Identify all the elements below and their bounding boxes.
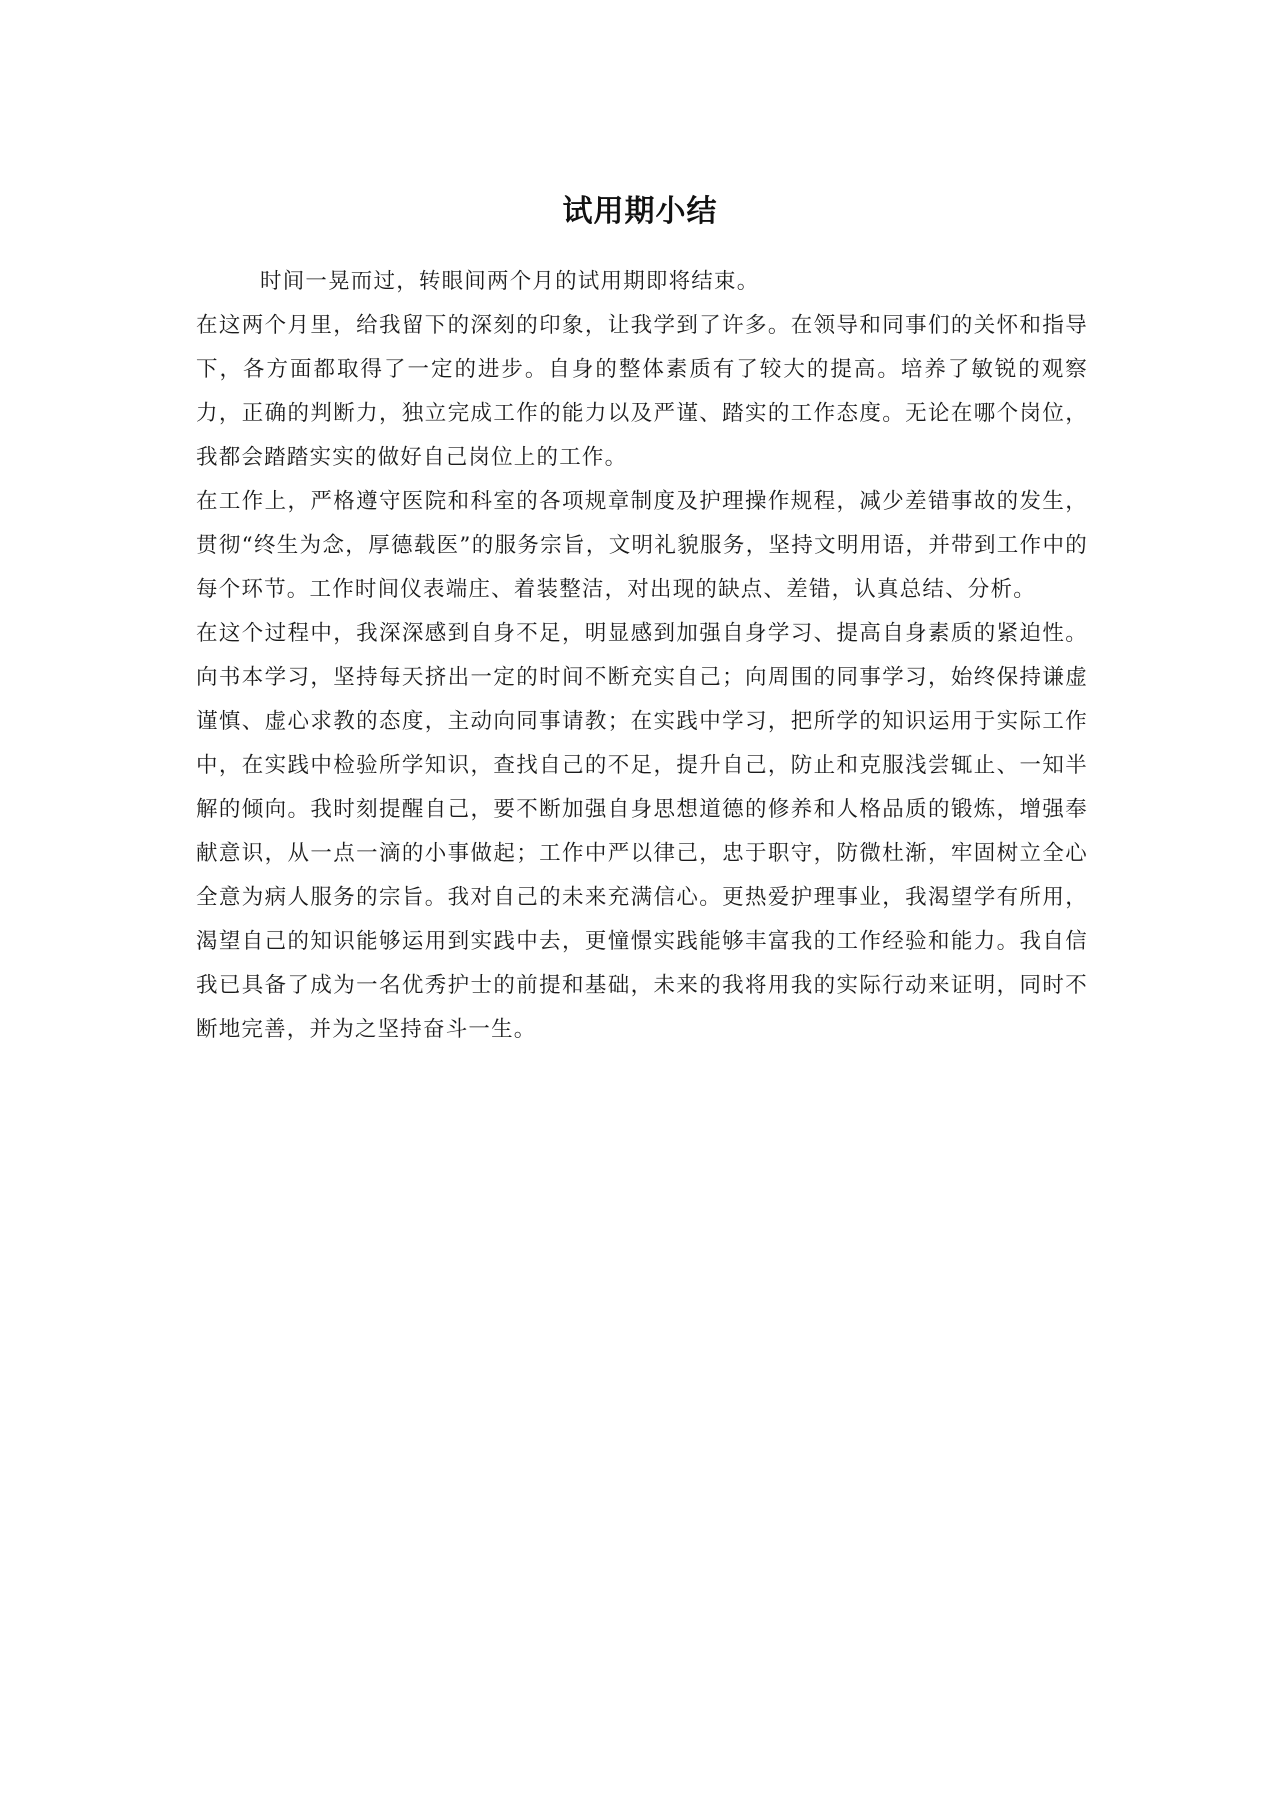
paragraph-intro: 时间一晃而过，转眼间两个月的试用期即将结束。 (260, 269, 760, 294)
document-body (196, 260, 1088, 1052)
document-title: 试用期小结 (562, 194, 718, 229)
paragraph-work: 在工作上，严格遵守医院和科室的各项规章制度及护理操作规程，减少差错事故的发生，贯彻“终生为念，厚德载医”的服务宗旨，文明礼貌服务，坚持文明用语，并带到工作中的每个环节。工作时间仪表端庄、着装整洁，对出现的缺点、差错，认真总结、分析。 (196, 489, 1088, 602)
paragraph-reflection: 在这个过程中，我深深感到自身不足，明显感到加强自身学习、提高自身素质的紧迫性。向书本学习，坚持每天挤出一定的时间不断充实自己；向周围的同事学习，始终保持谦虚谨慎、虚心求教的态度，主动向同事请教；在实践中学习，把所学的知识运用于实际工作中，在实践中检验所学知识，查找自己的不足，提升自己，防止和克服浅尝辄止、一知半解的倾向。我时刻提醒自己，要不断加强自身思想道德的修养和人格品质的锻炼，增强奉献意识，从一点一滴的小事做起；工作中严以律己，忠于职守，防微杜渐，牢固树立全心全意为病人服务的宗旨。我对自己的未来充满信心。更热爱护理事业，我渴望学有所用，渴望自己的知识能够运用到实践中去，更憧憬实践能够丰富我的工作经验和能力。我自信我已具备了成为一名优秀护士的前提和基础，未来的我将用我的实际行动来证明，同时不断地完善，并为之坚持奋斗一生。 (196, 621, 1088, 1042)
paragraph-impressions: 在这两个月里，给我留下的深刻的印象，让我学到了许多。在领导和同事们的关怀和指导下，各方面都取得了一定的进步。自身的整体素质有了较大的提高。培养了敏锐的观察力，正确的判断力，独立完成工作的能力以及严谨、踏实的工作态度。无论在哪个岗位，我都会踏踏实实的做好自己岗位上的工作。 (196, 313, 1088, 470)
